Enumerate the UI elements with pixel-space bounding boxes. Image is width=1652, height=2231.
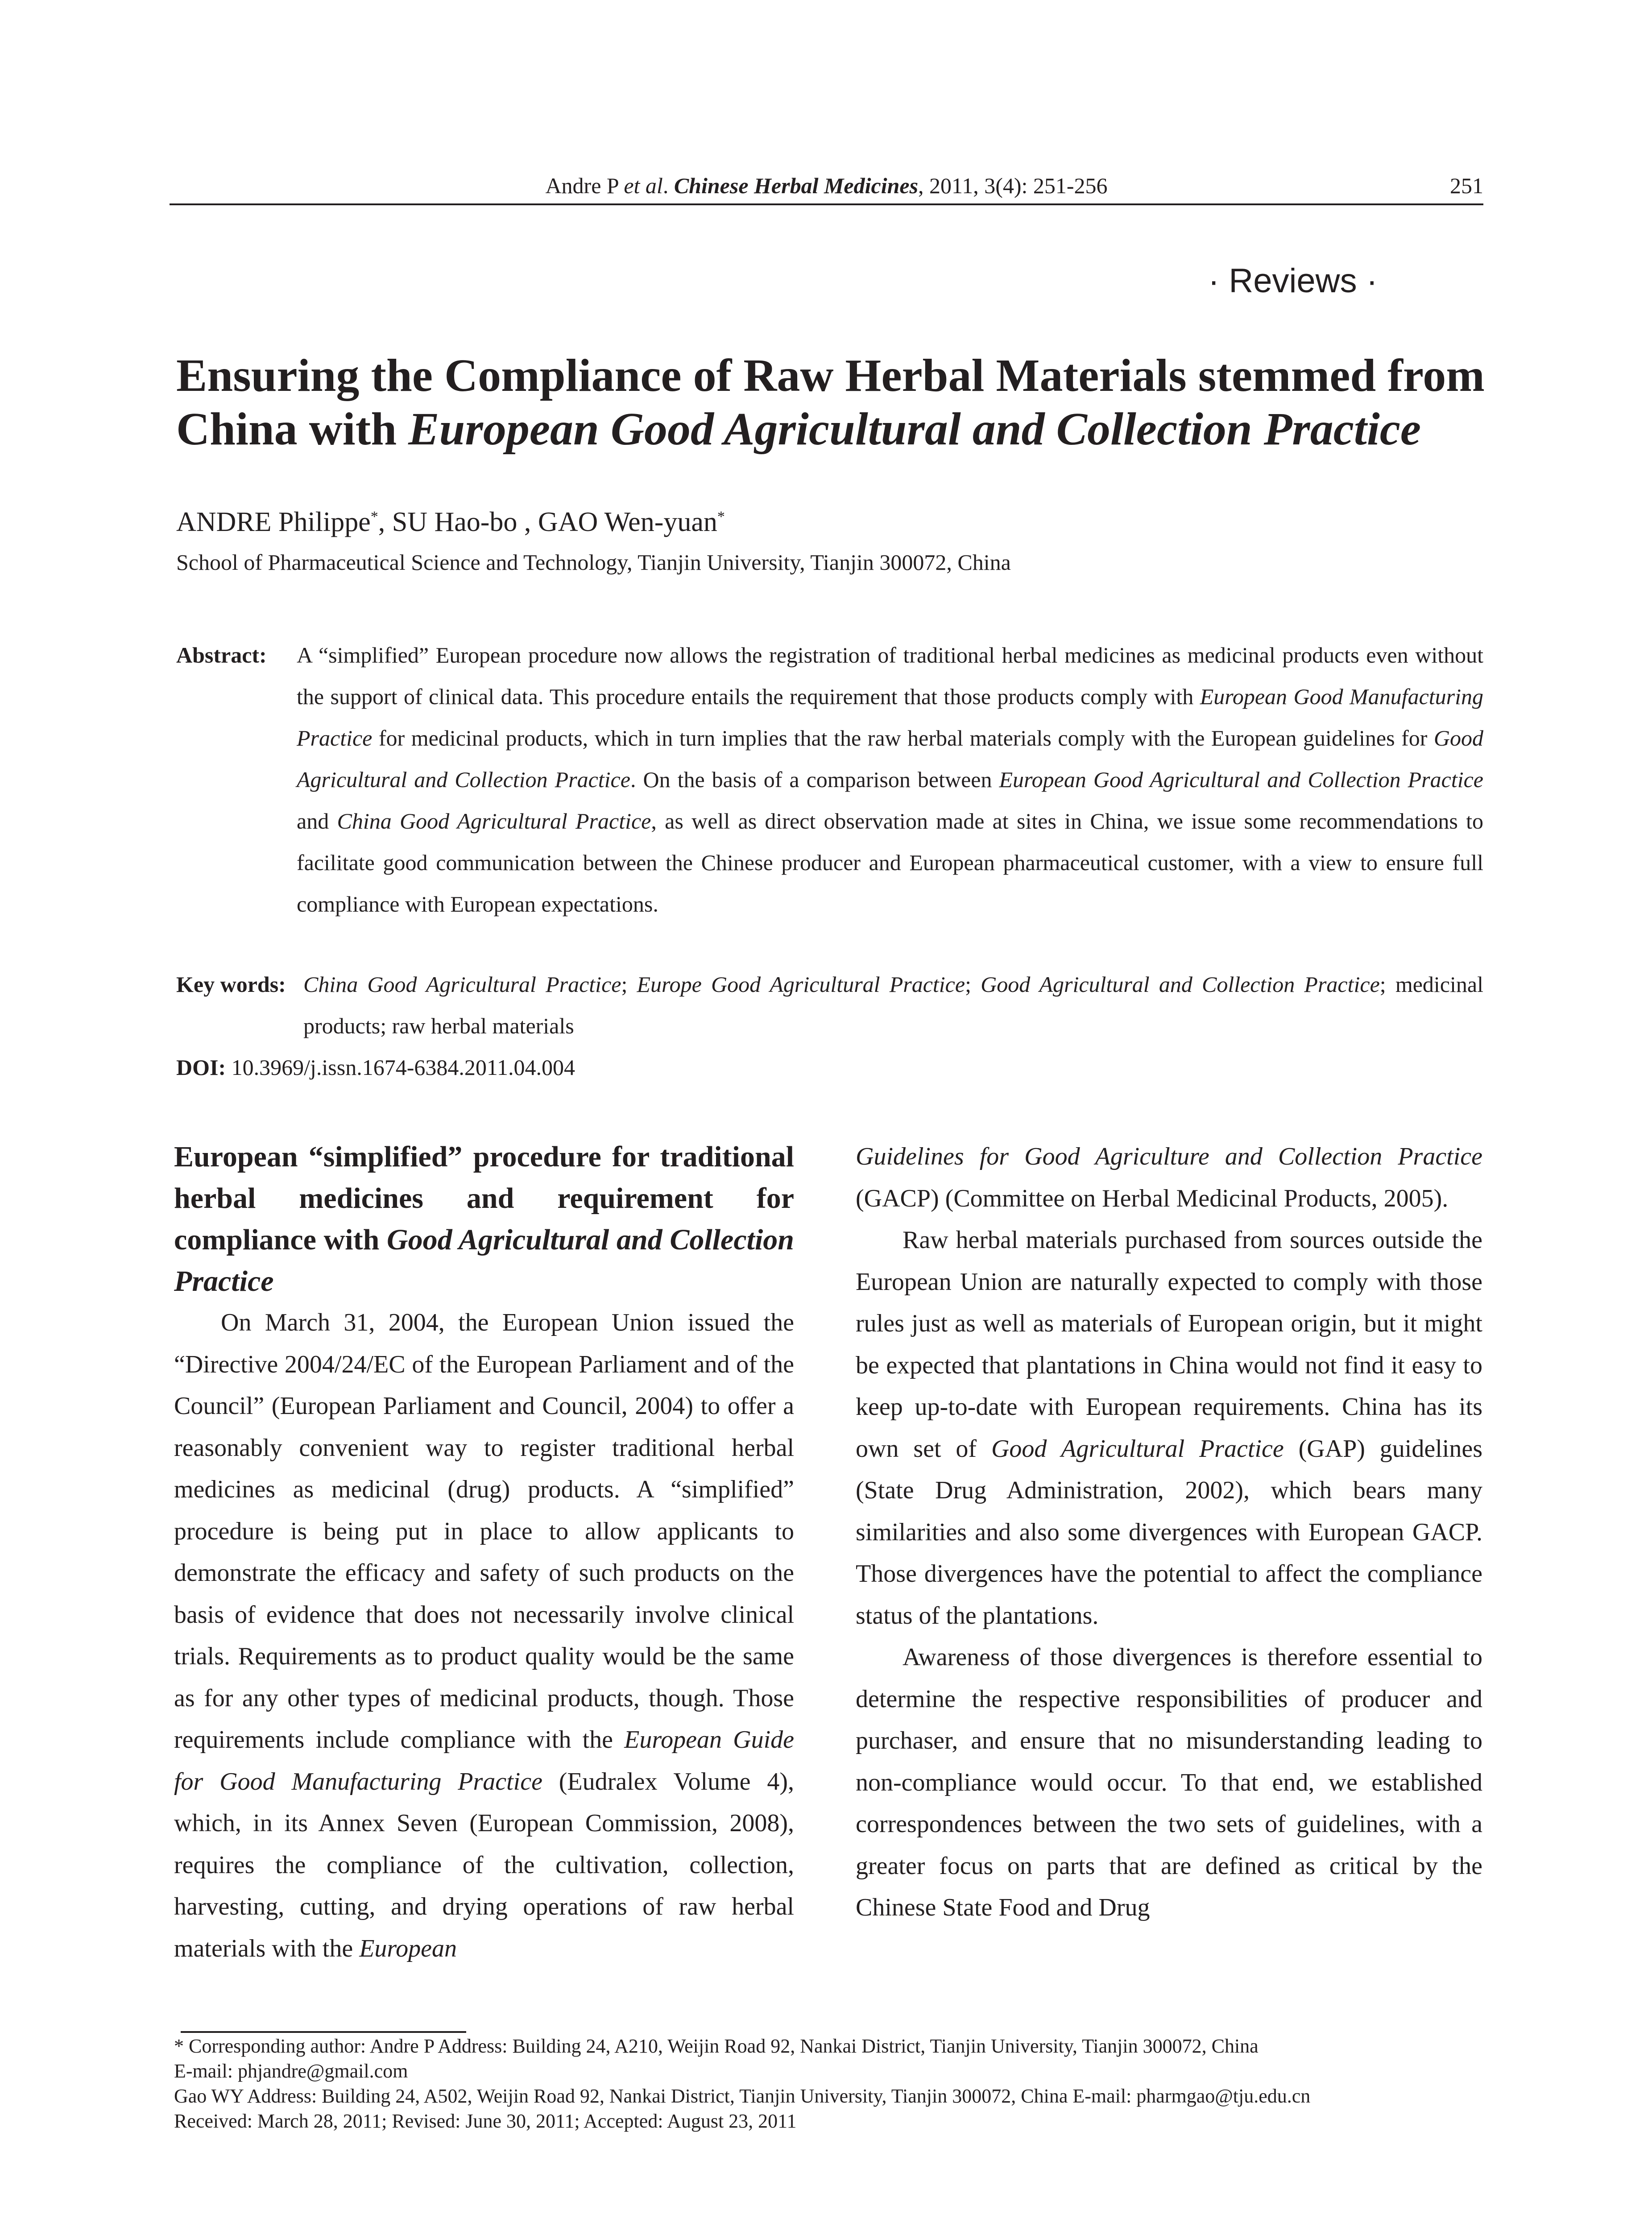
abstract-part: . On the basis of a comparison between [630, 767, 999, 792]
footnote-second-author: Gao WY Address: Building 24, A502, Weijin Road 92, Nankai District, Tianjin University, Tianjin 300072, China E-mail: pharmgao@tju.edu.cn [174, 2085, 1311, 2107]
footnote-corresponding-author: * Corresponding author: Andre P Address: Building 24, A210, Weijin Road 92, Nankai District, Tianjin University, Tianjin 300072, China [174, 2035, 1259, 2057]
body-paragraph-continued [856, 1136, 1482, 1219]
doi-value: 10.3969/j.issn.1674-6384.2011.04.004 [226, 1055, 575, 1080]
paragraph-part: Raw herbal materials purchased from sources outside the European Union are naturally expected to comply with those rules just as well as materials of European origin, but it might be expected that plantations in China would not find it easy to keep up-to-date with European requirements. China has its own set of [856, 1226, 1482, 1463]
abstract-part: for medicinal products, which in turn implies that the raw herbal materials comply with the European guidelines for [372, 726, 1434, 751]
abstract-part: A “simplified” European procedure now allows the registration of traditional herbal medicines as medicinal products even without the support of clinical data. This procedure entails the requirement that those products comply with [297, 643, 1483, 709]
keyword: Europe Good Agricultural Practice [637, 972, 965, 997]
citation-authors: Andre P [545, 173, 618, 198]
body-paragraph: Awareness of those divergences is therefore essential to determine the respective responsibilities of producer and purchaser, and ensure that no misunderstanding leading to non-compliance would occur. To that end, we established correspondences between the two sets of guidelines, with a greater focus on parts that are defined as critical by the Chinese State Food and Drug [856, 1643, 1482, 1921]
abstract-part: , as well as direct observation made at sites in China, we issue some recommendations to facilitate good communication between the Chinese producer and European pharmaceutical customer, with a view to ensure full compliance with European expectations. [297, 809, 1483, 916]
author-list [176, 502, 1483, 542]
abstract-part: and [297, 809, 337, 834]
section-heading-plain: European “simplified” procedure for traditional herbal medicines and requirement for compliance with [174, 1140, 794, 1256]
author-andre: ANDRE Philippe [176, 507, 371, 537]
citation-details: , 2011, 3(4): 251-256 [918, 173, 1108, 198]
title-line-2 [176, 402, 1483, 456]
abstract-italic: European Good Agricultural and Collection Practice [999, 767, 1483, 792]
page-number: 251 [1450, 173, 1483, 198]
running-header [170, 172, 1483, 208]
keyword-separator: ; [621, 972, 637, 997]
footnote-email: E-mail: phjandre@gmail.com [174, 2060, 408, 2082]
header-rule [170, 203, 1483, 205]
footnote-dates: Received: March 28, 2011; Revised: June 30, 2011; Accepted: August 23, 2011 [174, 2110, 797, 2132]
body-paragraph [174, 1302, 794, 1970]
paragraph-part: (Eudralex Volume 4), which, in its Annex Seven (European Commission, 2008), requires the compliance of the cultivation, collection, harvesting, cutting, and drying operations of raw herbal materials with the [174, 1767, 794, 1962]
journal-name: Chinese Herbal Medicines [674, 173, 919, 198]
title-line-2-italic: European Good Agricultural and Collection Practice [408, 403, 1421, 455]
doi-line [176, 1047, 575, 1088]
citation-etal: et al [624, 173, 663, 198]
citation-dot: . [662, 173, 674, 198]
doi-label: DOI: [176, 1055, 226, 1080]
paragraph-italic: Guidelines for Good Agriculture and Collection Practice [856, 1143, 1482, 1170]
paragraph-italic: Good Agricultural Practice [991, 1435, 1284, 1463]
section-heading-italic: Good Agricultural and Collection Practice [174, 1223, 794, 1298]
keyword: China Good Agricultural Practice [303, 972, 621, 997]
keywords-text [303, 964, 1483, 1047]
keyword: Good Agricultural and Collection Practice [981, 972, 1380, 997]
title-line-1: Ensuring the Compliance of Raw Herbal Materials stemmed from [176, 350, 1485, 401]
footnote-rule [181, 2031, 466, 2033]
paragraph-part: (GAP) guidelines (State Drug Administration, 2002), which bears many similarities and also some divergences with European GACP. Those divergences have the potential to affect the compliance status of the plantations. [856, 1435, 1482, 1630]
paragraph-part: On March 31, 2004, the European Union issued the “Directive 2004/24/EC of the European Parliament and of the Council” (European Parliament and Council, 2004) to offer a reasonably convenient way to register traditional herbal medicines as medicinal (drug) products. A “simplified” procedure is being put in place to allow applicants to demonstrate the efficacy and safety of such products on the basis of evidence that does not necessarily involve clinical trials. Requirements as to product quality would be the same as for any other types of medicinal products, though. Those requirements include compliance with the [174, 1309, 794, 1754]
keywords-label: Key words: [176, 972, 286, 997]
paragraph-italic: European [359, 1934, 457, 1962]
section-label: · Reviews · [1208, 262, 1378, 300]
abstract-italic: Good Agricultural and Collection Practice [297, 726, 1483, 792]
abstract-label: Abstract: [176, 643, 267, 668]
corresponding-mark: * [370, 508, 378, 525]
paragraph-italic: European Guide for Good Manufacturing Practice [174, 1726, 794, 1796]
footnotes [174, 2034, 1495, 2134]
running-citation [170, 172, 1483, 199]
affiliation: School of Pharmaceutical Science and Technology, Tianjin University, Tianjin 300072, China [176, 550, 1011, 575]
paragraph-part: (GACP) (Committee on Herbal Medicinal Products, 2005). [856, 1184, 1449, 1212]
abstract-italic: China Good Agricultural Practice [337, 809, 651, 834]
abstract-text [297, 634, 1483, 925]
body-paragraph [856, 1219, 1482, 1637]
body-column-right [856, 1136, 1482, 1929]
keyword-separator: ; [965, 972, 981, 997]
corresponding-mark: * [717, 508, 725, 525]
body-column-left [174, 1136, 794, 1970]
section-heading [174, 1136, 794, 1302]
other-authors: , SU Hao-bo , GAO Wen-yuan [378, 507, 717, 537]
abstract-italic: European Good Manufacturing Practice [297, 684, 1483, 751]
article-title [176, 349, 1483, 456]
keyword-rest: ; medicinal products; raw herbal materials [303, 972, 1483, 1038]
title-line-2-prefix: China with [176, 403, 409, 455]
